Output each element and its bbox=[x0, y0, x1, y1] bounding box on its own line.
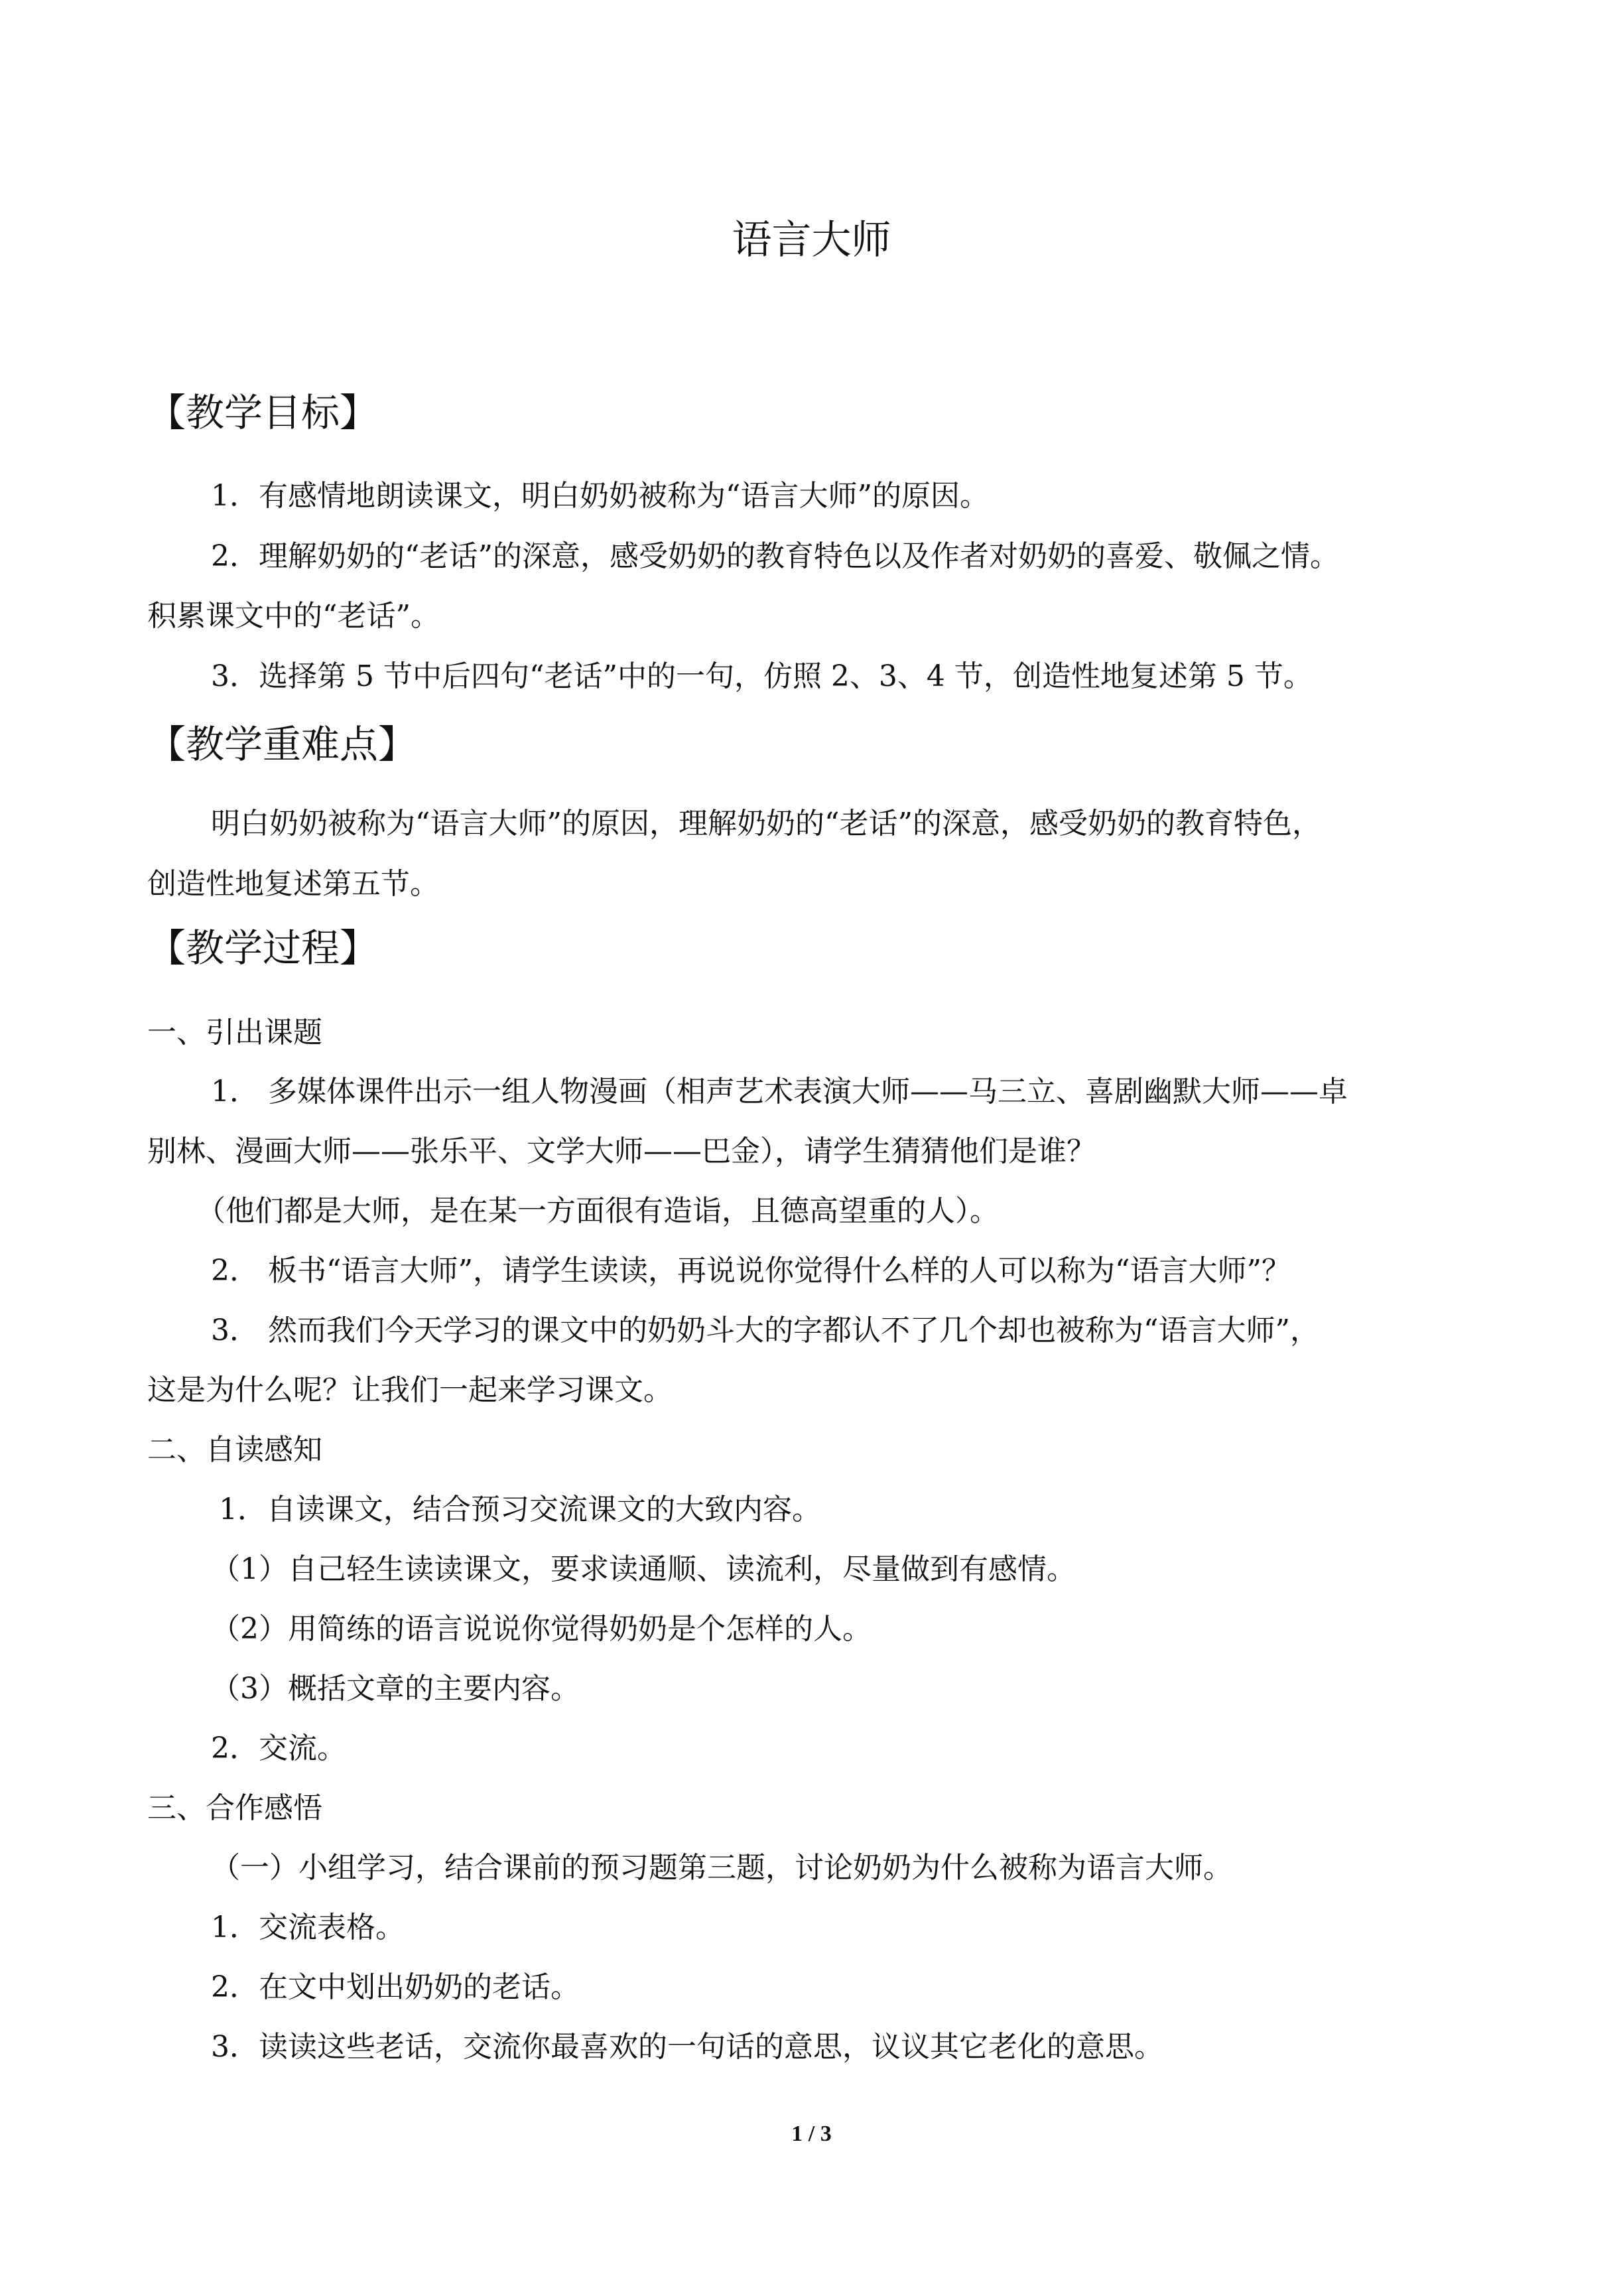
objective-item-1: 1．有感情地朗读课文，明白奶奶被称为“语言大师”的原因。 bbox=[211, 479, 989, 513]
part-1-p3-line-2: 这是为什么呢？让我们一起来学习课文。 bbox=[147, 1373, 673, 1407]
part-3-item-2: 2．在文中划出奶奶的老话。 bbox=[211, 1970, 580, 2004]
part-2-sub-2: （2）用简练的语言说说你觉得奶奶是个怎样的人。 bbox=[211, 1612, 872, 1646]
part-2-sub-1: （1）自己轻生读读课文，要求读通顺、读流利，尽量做到有感情。 bbox=[211, 1552, 1076, 1586]
page-title: 语言大师 bbox=[732, 217, 891, 263]
part-1-p1-note: （他们都是大师，是在某一方面很有造诣，且德高望重的人）。 bbox=[196, 1194, 999, 1228]
objective-item-3: 3．选择第 5 节中后四句“老话”中的一句，仿照 2、3、4 节，创造性地复述第 5 节。 bbox=[211, 659, 1313, 693]
part-1-p1-line-2: 别林、漫画大师——张乐平、文学大师——巴金），请学生猜猜他们是谁？ bbox=[147, 1134, 1096, 1168]
key-points-line-2: 创造性地复述第五节。 bbox=[147, 867, 439, 901]
part-1-p1-line-1: 1． 多媒体课件出示一组人物漫画（相声艺术表演大师——马三立、喜剧幽默大师——卓 bbox=[211, 1075, 1348, 1109]
part-2-title: 二、自读感知 bbox=[147, 1433, 322, 1467]
page-number: 1 / 3 bbox=[791, 2122, 832, 2146]
objective-item-2-line-2: 积累课文中的“老话”。 bbox=[147, 599, 440, 633]
part-3-item-1: 1．交流表格。 bbox=[211, 1911, 405, 1944]
heading-key-points: 【教学重难点】 bbox=[147, 722, 417, 767]
heading-objectives: 【教学目标】 bbox=[147, 390, 379, 435]
objective-item-2-line-1: 2．理解奶奶的“老话”的深意，感受奶奶的教育特色以及作者对奶奶的喜爱、敬佩之情。 bbox=[211, 539, 1339, 573]
heading-process: 【教学过程】 bbox=[147, 925, 379, 971]
part-1-p2: 2． 板书“语言大师”，请学生读读，再说说你觉得什么样的人可以称为“语言大师”？ bbox=[211, 1254, 1291, 1288]
part-3-title: 三、合作感悟 bbox=[147, 1791, 322, 1825]
part-1-title: 一、引出课题 bbox=[147, 1016, 322, 1049]
part-2-item-2: 2．交流。 bbox=[211, 1731, 346, 1765]
part-3-item-3: 3．读读这些老话，交流你最喜欢的一句话的意思，议议其它老化的意思。 bbox=[211, 2030, 1163, 2064]
part-2-sub-3: （3）概括文章的主要内容。 bbox=[211, 1672, 580, 1706]
part-3-group-1: （一）小组学习，结合课前的预习题第三题，讨论奶奶为什么被称为语言大师。 bbox=[211, 1851, 1232, 1885]
part-2-item-1: 1．自读课文，结合预习交流课文的大致内容。 bbox=[219, 1493, 821, 1526]
key-points-line-1: 明白奶奶被称为“语言大师”的原因，理解奶奶的“老话”的深意，感受奶奶的教育特色， bbox=[211, 807, 1321, 841]
part-1-p3-line-1: 3． 然而我们今天学习的课文中的奶奶斗大的字都认不了几个却也被称为“语言大师”， bbox=[211, 1314, 1319, 1347]
